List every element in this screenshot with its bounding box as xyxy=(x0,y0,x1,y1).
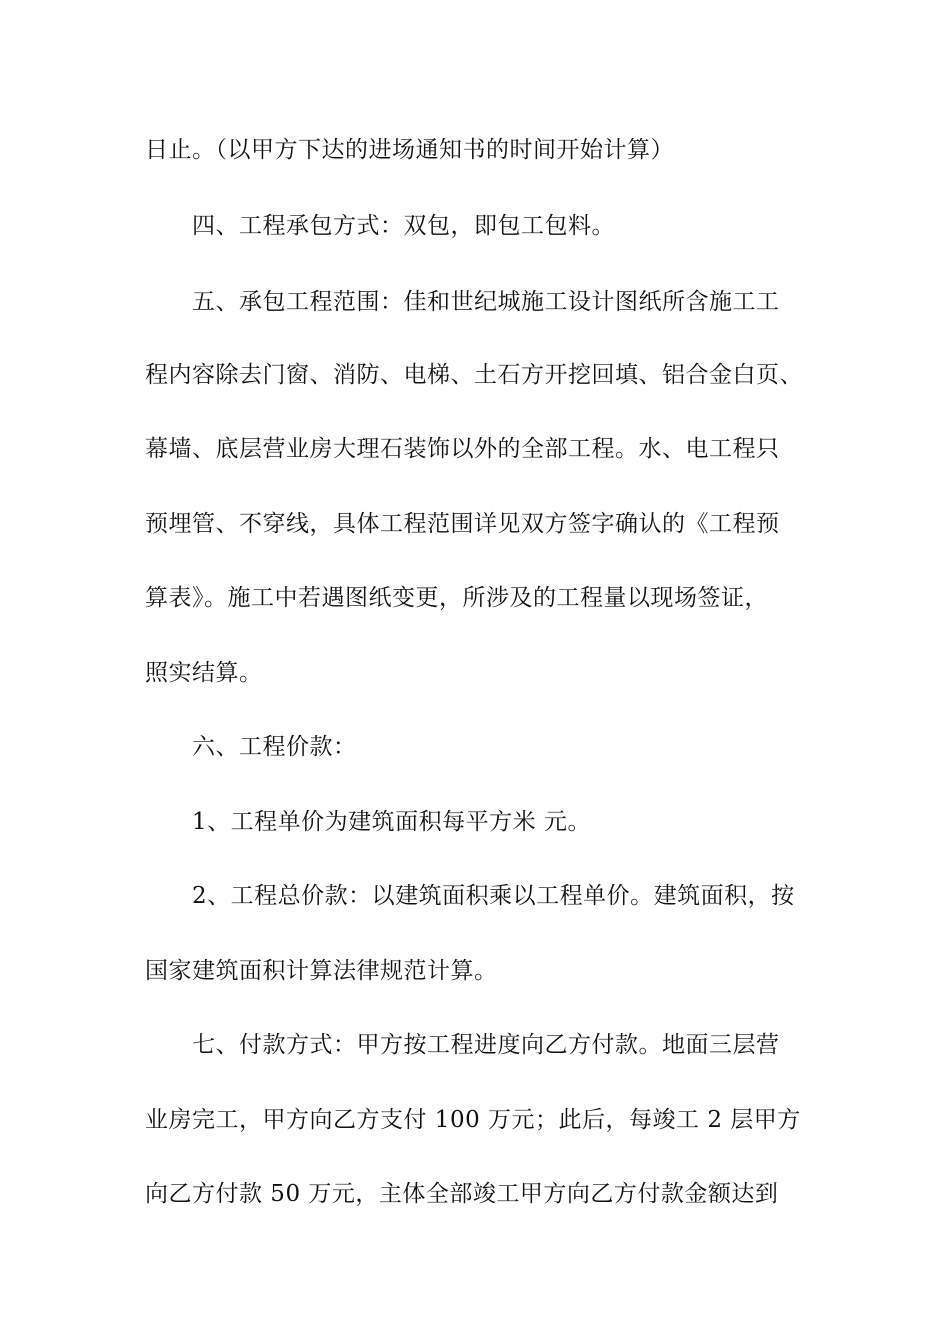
section-7-heading: 七、付款方式：甲方按工程进度向乙方付款。地面三层营 xyxy=(192,1032,780,1058)
text-line-1: 日止。（以甲方下达的进场通知书的时间开始计算） xyxy=(145,137,674,163)
section-7-line-2: 业房完工，甲方向乙方支付 100 万元；此后，每竣工 2 层甲方 xyxy=(145,1107,801,1133)
section-6-heading: 六、工程价款： xyxy=(192,734,357,760)
section-5-heading: 五、承包工程范围：佳和世纪城施工设计图纸所含施工工 xyxy=(192,289,780,315)
section-6-item-2-line-2: 国家建筑面积计算法律规范计算。 xyxy=(145,958,498,984)
section-6-item-1: 1、工程单价为建筑面积每平方米 元。 xyxy=(192,809,591,835)
section-5-line-5: 算表》。施工中若遇图纸变更，所涉及的工程量以现场签证， xyxy=(145,585,768,611)
section-7-line-3: 向乙方付款 50 万元，主体全部竣工甲方向乙方付款金额达到 xyxy=(145,1181,779,1207)
section-4-heading: 四、工程承包方式：双包，即包工包料。 xyxy=(192,213,615,239)
section-5-line-3: 幕墙、底层营业房大理石装饰以外的全部工程。水、电工程只 xyxy=(145,436,780,462)
section-5-line-2: 程内容除去门窗、消防、电梯、土石方开挖回填、铝合金白页、 xyxy=(145,362,803,388)
section-5-line-6: 照实结算。 xyxy=(145,660,263,686)
section-5-line-4: 预埋管、不穿线，具体工程范围详见双方签字确认的《工程预 xyxy=(145,511,780,537)
section-6-item-2: 2、工程总价款：以建筑面积乘以工程单价。建筑面积，按 xyxy=(192,883,795,909)
